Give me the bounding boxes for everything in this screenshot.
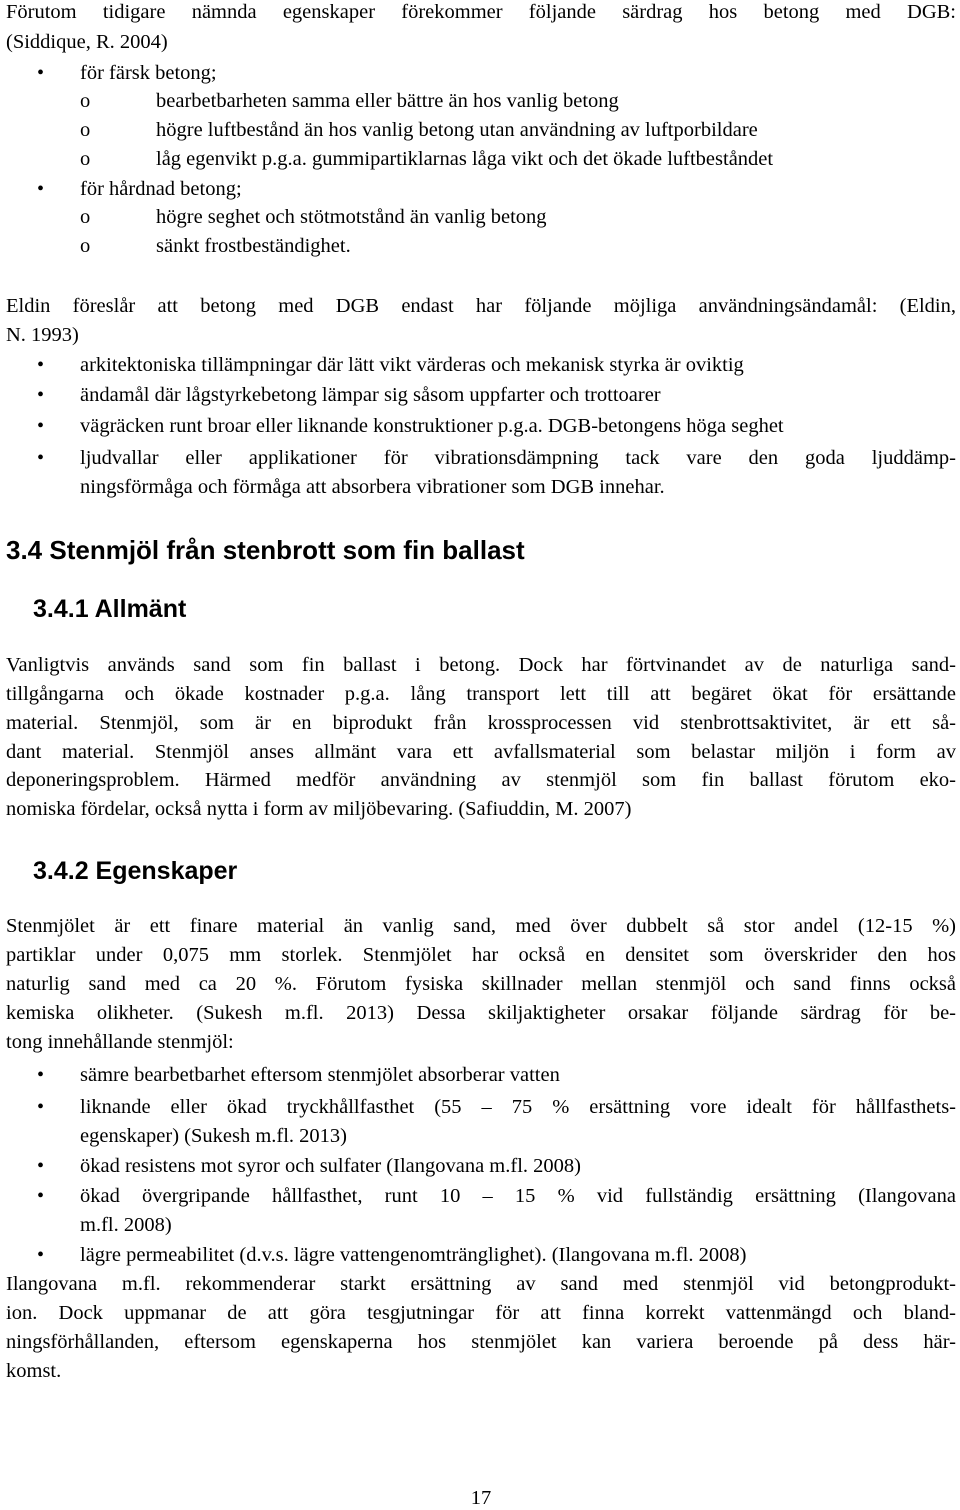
eldin-line-2: N. 1993) — [6, 324, 79, 346]
intro-line-1: Förutom tidigare nämnda egenskaper förekommer följande särdrag hos betong med DGB: — [6, 1, 956, 23]
circle-marker-icon: o — [80, 206, 91, 228]
paragraph-line: komst. — [6, 1360, 62, 1382]
paragraph-line: tillgångarna och ökade kostnader p.g.a. lång transport lett till att begäret ökat för ersättande — [6, 683, 956, 705]
paragraph-line: naturlig sand med ca 20 %. Förutom fysiska skillnader mellan stenmjöl och sand finns också — [6, 973, 956, 995]
list-item-continuation: ningsförmåga och förmåga att absorbera vibrationer som DGB innehar. — [80, 476, 665, 498]
bullet-icon: • — [37, 1244, 45, 1266]
paragraph-line: tong innehållande stenmjöl: — [6, 1031, 234, 1053]
bullet-icon: • — [37, 354, 45, 376]
bullet-icon: • — [37, 1155, 45, 1177]
paragraph-line: ion. Dock uppmanar de att göra tesgjutningar för att finna korrekt vattenmängd och bland- — [6, 1302, 956, 1324]
bullet-icon: • — [37, 1064, 45, 1086]
eldin-line-1: Eldin föreslår att betong med DGB endast har följande möjliga användningsändamål: (Eldin, — [6, 295, 956, 317]
bullet-icon: • — [37, 1185, 45, 1207]
list-item-text: ljudvallar eller applikationer för vibrationsdämpning tack vare den goda ljuddämp- — [80, 447, 956, 469]
page-number: 17 — [470, 1487, 492, 1509]
paragraph-line: kemiska olikheter. (Sukesh m.fl. 2013) Dessa skiljaktigheter orsakar följande särdrag för be- — [6, 1002, 956, 1024]
list-item-text: ökad resistens mot syror och sulfater (Ilangovana m.fl. 2008) — [80, 1155, 581, 1177]
bullet-icon: • — [37, 447, 45, 469]
paragraph-line: Stenmjölet är ett finare material än vanlig sand, med över dubbelt så stor andel (12-15 %) — [6, 915, 956, 937]
paragraph-line: nomiska fördelar, också nytta i form av miljöbevaring. (Safiuddin, M. 2007) — [6, 798, 632, 820]
circle-marker-icon: o — [80, 119, 91, 141]
paragraph-line: dant material. Stenmjöl anses allmänt vara ett avfallsmaterial som belastar miljön i form av — [6, 741, 956, 763]
list-item-label: för färsk betong; — [80, 62, 217, 84]
circle-marker-icon: o — [80, 235, 91, 257]
sub-list-item-text: låg egenvikt p.g.a. gummipartiklarnas låga vikt och det ökade luftbeståndet — [156, 148, 774, 170]
circle-marker-icon: o — [80, 90, 91, 112]
paragraph-line: ningsförhållanden, eftersom egenskaperna hos stenmjölet kan variera beroende på dess här- — [6, 1331, 956, 1353]
sub-list-item-text: högre seghet och stötmotstånd än vanlig betong — [156, 206, 547, 228]
paragraph-line: deponeringsproblem. Härmed medför användning av stenmjöl som fin ballast förutom eko- — [6, 769, 956, 791]
list-item-text: lägre permeabilitet (d.v.s. lägre vattengenomtränglighet). (Ilangovana m.fl. 2008) — [80, 1244, 747, 1266]
bullet-icon: • — [37, 384, 45, 406]
subsection-heading: 3.4.1 Allmänt — [33, 595, 187, 623]
list-item-continuation: egenskaper) (Sukesh m.fl. 2013) — [80, 1125, 348, 1147]
list-item-continuation: m.fl. 2008) — [80, 1214, 172, 1236]
list-item-text: arkitektoniska tillämpningar där lätt vikt värderas och mekanisk styrka är oviktig — [80, 354, 744, 376]
list-item-label: för hårdnad betong; — [80, 178, 242, 200]
list-item-text: ändamål där lågstyrkebetong lämpar sig såsom uppfarter och trottoarer — [80, 384, 661, 406]
list-item-text: vägräcken runt broar eller liknande konstruktioner p.g.a. DGB-betongens höga seghet — [80, 415, 784, 437]
intro-line-2: (Siddique, R. 2004) — [6, 31, 168, 53]
paragraph-line: Vanligtvis används sand som fin ballast i betong. Dock har förtvinandet av de naturliga sand- — [6, 654, 956, 676]
bullet-icon: • — [37, 62, 45, 84]
sub-list-item-text: högre luftbestånd än hos vanlig betong utan användning av luftporbildare — [156, 119, 758, 141]
sub-list-item-text: sänkt frostbeständighet. — [156, 235, 351, 257]
bullet-icon: • — [37, 178, 45, 200]
list-item-text: ökad övergripande hållfasthet, runt 10 – 15 % vid fullständig ersättning (Ilangovana — [80, 1185, 956, 1207]
list-item-text: sämre bearbetbarhet eftersom stenmjölet absorberar vatten — [80, 1064, 560, 1086]
bullet-icon: • — [37, 1096, 45, 1118]
list-item-text: liknande eller ökad tryckhållfasthet (55 – 75 % ersättning vore idealt för hållfasthets- — [80, 1096, 956, 1118]
bullet-icon: • — [37, 415, 45, 437]
subsection-heading: 3.4.2 Egenskaper — [33, 857, 238, 885]
circle-marker-icon: o — [80, 148, 91, 170]
paragraph-line: Ilangovana m.fl. rekommenderar starkt ersättning av sand med stenmjöl vid betongprodukt- — [6, 1273, 956, 1295]
paragraph-line: partiklar under 0,075 mm storlek. Stenmjölet har också en densitet som överskrider den hos — [6, 944, 956, 966]
paragraph-line: material. Stenmjöl, som är en biprodukt från krossprocessen vid stenbrottsaktivitet, är ett så- — [6, 712, 956, 734]
section-heading: 3.4 Stenmjöl från stenbrott som fin ballast — [6, 535, 525, 565]
sub-list-item-text: bearbetbarheten samma eller bättre än hos vanlig betong — [156, 90, 619, 112]
